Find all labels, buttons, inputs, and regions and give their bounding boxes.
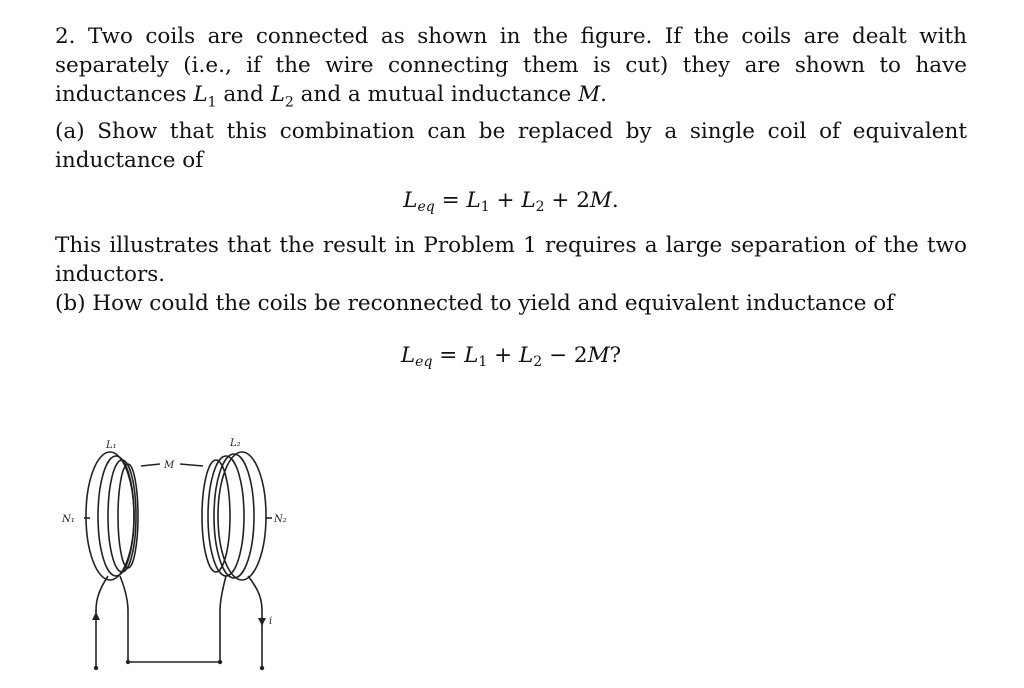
- eq-a-L1: L: [466, 188, 481, 214]
- eq-b-lhs: L: [400, 343, 416, 369]
- label-i: i: [269, 616, 273, 627]
- eq-b-equals: =: [432, 343, 465, 369]
- label-M: M: [164, 460, 175, 471]
- symbol-M: M: [578, 82, 601, 107]
- eq-a-equals: =: [434, 188, 467, 214]
- eq-b-L1-sub: 1: [478, 354, 488, 371]
- eq-a-M: M: [589, 188, 612, 214]
- eq-a-plus: +: [489, 188, 522, 214]
- arrows: [92, 612, 266, 626]
- eq-a-lhs-sub: eq: [417, 199, 435, 216]
- problem-text: [55, 22, 967, 386]
- eq-a-lhs: L: [403, 188, 418, 214]
- label-N1: N₁: [62, 514, 75, 525]
- label-L2: L₂: [230, 438, 241, 449]
- eq-b-M: M: [587, 343, 610, 369]
- equation-b: [55, 336, 967, 376]
- part-b-text: (b) How could the coils be reconnected to yield and equivalent inductance of: [55, 291, 895, 317]
- equation-a: [55, 181, 967, 221]
- part-a-note: This illustrates that the result in Problem 1 requires a large separation of the two inductors.: [55, 233, 967, 288]
- intro-text-1: Two coils are connected as shown in the figure. If the coils are dealt with separately (i.e., if the wire connecting them is cut) they are shown to have inductances: [55, 24, 967, 107]
- part-a-text: (a) Show that this combination can be replaced by a single coil of equivalent inductance of: [55, 119, 967, 174]
- coil-1: [86, 452, 138, 580]
- eq-a-op: + 2: [544, 188, 590, 214]
- eq-a-L1-sub: 1: [480, 199, 490, 216]
- label-L1: L₁: [106, 440, 117, 451]
- coupled-coils-figure: [48, 426, 308, 678]
- intro-end: .: [600, 82, 607, 107]
- eq-b-plus: +: [487, 343, 519, 369]
- arrow-up-icon: [92, 612, 100, 620]
- coil-2: [202, 452, 266, 580]
- symbol-L1-sub: 1: [207, 94, 217, 111]
- eq-a-L2-sub: 2: [535, 199, 545, 216]
- arrow-down-icon: [258, 618, 266, 626]
- intro-text-2: and a mutual inductance: [293, 82, 579, 107]
- eq-b-op: − 2: [542, 343, 588, 369]
- symbol-L2-sub: 2: [284, 94, 294, 111]
- label-N2: N₂: [274, 514, 287, 525]
- eq-b-end: ?: [609, 343, 622, 369]
- eq-a-L2: L: [521, 188, 536, 214]
- wires: [84, 464, 272, 668]
- symbol-L2: L: [270, 82, 285, 107]
- problem-number: 2.: [55, 24, 76, 49]
- problem-intro: [55, 22, 967, 117]
- eq-a-end: .: [611, 188, 619, 214]
- eq-b-L2-sub: 2: [533, 354, 543, 371]
- eq-b-L2: L: [518, 343, 534, 369]
- intro-and: and: [216, 82, 271, 107]
- symbol-L1: L: [193, 82, 208, 107]
- eq-b-L1: L: [464, 343, 479, 369]
- eq-b-lhs-sub: eq: [415, 354, 433, 371]
